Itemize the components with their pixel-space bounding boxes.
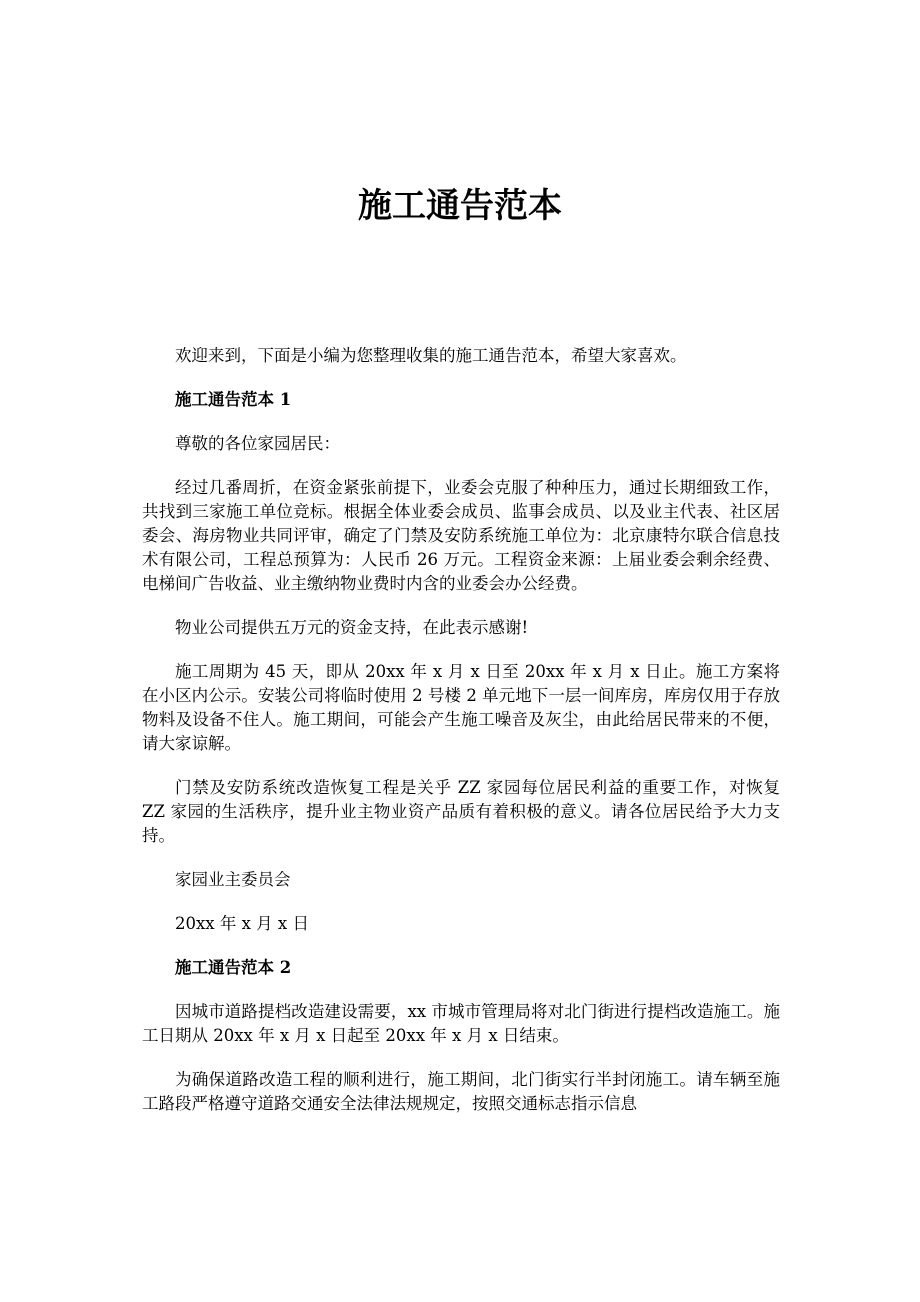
section-heading-1: 施工通告范本 1 <box>175 390 292 409</box>
signature-paragraph: 家园业主委员会 <box>175 870 291 889</box>
date-paragraph: 20xx 年 x 月 x 日 <box>175 914 309 933</box>
body-paragraph: 为确保道路改造工程的顺利进行，施工期间，北门街实行半封闭施工。请车辆至施工路段严格遵守道路交通安全法律法规规定，按照交通标志指示信息 <box>142 1070 780 1113</box>
body-paragraph: 施工周期为 45 天，即从 20xx 年 x 月 x 日至 20xx 年 x 月 x 日止。施工方案将在小区内公示。安装公司将临时使用 2 号楼 2 单元地下一层一间库房，库房仅用于存放物料及设备不住人。施工期间，可能会产生施工噪音及灰尘，由此给居民带来的不便，请大家谅解。 <box>142 662 780 753</box>
section-heading-2: 施工通告范本 2 <box>175 958 292 977</box>
salutation-paragraph: 尊敬的各位家园居民： <box>175 434 340 453</box>
body-paragraph: 物业公司提供五万元的资金支持，在此表示感谢! <box>175 618 529 637</box>
body-paragraph: 经过几番周折，在资金紧张前提下，业委会克服了种种压力，通过长期细致工作，共找到三家施工单位竞标。根据全体业委会成员、监事会成员、以及业主代表、社区居委会、海房物业共同评审，确定了门禁及安防系统施工单位为：北京康特尔联合信息技术有限公司，工程总预算为：人民币 26 万元。工程资金来源：上届业委会剩余经费、电梯间广告收益、业主缴纳物业费时内含的业委会办公经费。 <box>142 478 780 593</box>
body-paragraph: 因城市道路提档改造建设需要，xx 市城市管理局将对北门街进行提档改造施工。施工日期从 20xx 年 x 月 x 日起至 20xx 年 x 月 x 日结束。 <box>142 1002 780 1045</box>
document-body <box>142 344 780 1136</box>
document-title: 施工通告范本 <box>358 186 562 226</box>
body-paragraph: 门禁及安防系统改造恢复工程是关乎 ZZ 家园每位居民利益的重要工作，对恢复 ZZ 家园的生活秩序，提升业主物业资产品质有着积极的意义。请各位居民给予大力支持。 <box>142 778 780 845</box>
intro-paragraph: 欢迎来到，下面是小编为您整理收集的施工通告范本，希望大家喜欢。 <box>175 346 687 365</box>
